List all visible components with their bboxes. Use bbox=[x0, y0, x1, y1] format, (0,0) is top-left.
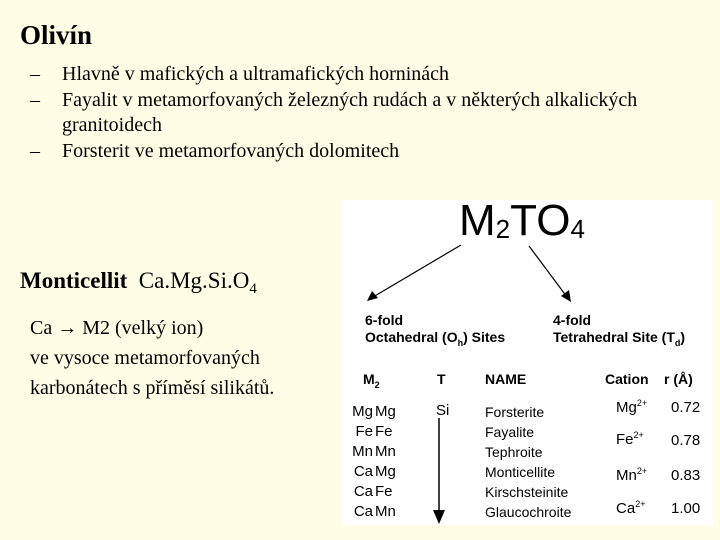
bullet-list bbox=[30, 62, 670, 165]
ionic-radius: 0.72 bbox=[671, 399, 701, 416]
site-label-text: ) Sites bbox=[463, 329, 506, 345]
monticellit-formula-subscript: 4 bbox=[249, 281, 257, 297]
bullet-item bbox=[30, 62, 670, 87]
general-formula bbox=[459, 200, 585, 251]
formula-subscript: 4 bbox=[570, 214, 585, 244]
m2-cation: Fe bbox=[355, 423, 373, 440]
monticellit-name: Monticellit bbox=[20, 268, 128, 293]
header-text: M bbox=[363, 371, 375, 387]
site-label-text: Tetrahedral Site (T bbox=[553, 329, 675, 345]
description-line: ve vysoce metamorfovaných bbox=[30, 347, 260, 369]
ionic-radius: 0.78 bbox=[671, 432, 701, 449]
slide-title: Olivín bbox=[20, 20, 93, 50]
formula-part: TO bbox=[510, 200, 571, 245]
header-t: T bbox=[437, 371, 446, 387]
monticellit-description bbox=[30, 313, 274, 403]
site-label-text: Octahedral (O bbox=[365, 329, 458, 345]
monticellit-heading bbox=[20, 268, 257, 297]
header-name: NAME bbox=[485, 371, 527, 387]
site-label-line bbox=[553, 329, 685, 352]
cation-charge: 2+ bbox=[635, 499, 646, 509]
bullet-text: Hlavně v mafických a ultramafických horninách bbox=[62, 63, 450, 85]
mineral-name: Forsterite bbox=[485, 404, 545, 420]
m2-cation: Fe bbox=[375, 423, 393, 440]
cation-charge: 2+ bbox=[633, 430, 644, 440]
bullet-item bbox=[30, 88, 670, 138]
cation-symbol: Mn bbox=[616, 467, 637, 484]
site-label-line bbox=[365, 329, 505, 352]
cation-charge: 2+ bbox=[636, 466, 648, 476]
ionic-radius: 0.83 bbox=[671, 467, 701, 484]
site-label-subscript: h bbox=[457, 337, 464, 348]
description-line: Ca → M2 (velký ion) bbox=[30, 317, 204, 339]
cation-ion bbox=[616, 430, 644, 448]
mineral-name: Kirschsteinite bbox=[485, 484, 569, 500]
m2-cation: Mg bbox=[375, 463, 396, 480]
cation-charge: 2+ bbox=[636, 398, 648, 408]
cation-ion bbox=[616, 499, 645, 517]
cation-ion bbox=[616, 466, 647, 484]
tetrahedral-site-label bbox=[553, 312, 685, 352]
m2-cation: Mn bbox=[375, 503, 396, 520]
mineral-name: Tephroite bbox=[485, 444, 543, 460]
m2-cation: Mg bbox=[352, 403, 373, 420]
cation-symbol: Mg bbox=[616, 399, 637, 416]
formula-subscript: 2 bbox=[495, 214, 511, 244]
m2-cation: Ca bbox=[353, 503, 373, 520]
formula-part: M bbox=[459, 200, 496, 245]
mineral-name: Glaucochroite bbox=[485, 504, 572, 520]
site-label-line: 6-fold bbox=[365, 312, 404, 328]
bullet-dash: – bbox=[30, 140, 40, 162]
cation-symbol: Ca bbox=[616, 500, 636, 517]
bullet-text: Forsterit ve metamorfovaných dolomitech bbox=[62, 140, 400, 162]
bullet-item bbox=[30, 139, 670, 164]
site-label-line: 4-fold bbox=[553, 312, 592, 328]
ionic-radius: 1.00 bbox=[671, 500, 701, 517]
header-m2 bbox=[363, 371, 380, 390]
m2-cation: Mg bbox=[375, 403, 396, 420]
m2-cation: Fe bbox=[375, 483, 393, 500]
octahedral-site-label bbox=[365, 312, 505, 352]
m2-cation: Mn bbox=[375, 443, 396, 460]
header-subscript: 2 bbox=[374, 379, 380, 390]
bullet-text: Fayalit v metamorfovaných železných rudách a v některých alkalických granitoidech bbox=[62, 89, 638, 136]
header-cation: Cation bbox=[605, 371, 649, 387]
site-label-subscript: d bbox=[674, 337, 681, 348]
bullet-dash: – bbox=[30, 89, 40, 111]
olivine-structure-figure bbox=[341, 200, 713, 525]
header-radius: r (Å) bbox=[664, 371, 693, 387]
bullet-dash: – bbox=[30, 63, 40, 85]
cation-ion bbox=[616, 398, 647, 416]
t-site-value: Si bbox=[436, 402, 450, 419]
mineral-name: Fayalite bbox=[485, 424, 535, 440]
m2-cation: Mn bbox=[352, 443, 373, 460]
description-line: karbonátech s příměsí silikátů. bbox=[30, 377, 275, 399]
monticellit-formula: Ca.Mg.Si.O bbox=[138, 268, 250, 293]
cation-symbol: Fe bbox=[616, 431, 634, 448]
site-label-text: ) bbox=[680, 329, 686, 345]
m2-cation: Ca bbox=[353, 483, 373, 500]
m2-cation: Ca bbox=[353, 463, 373, 480]
mineral-name: Monticellite bbox=[485, 464, 556, 480]
